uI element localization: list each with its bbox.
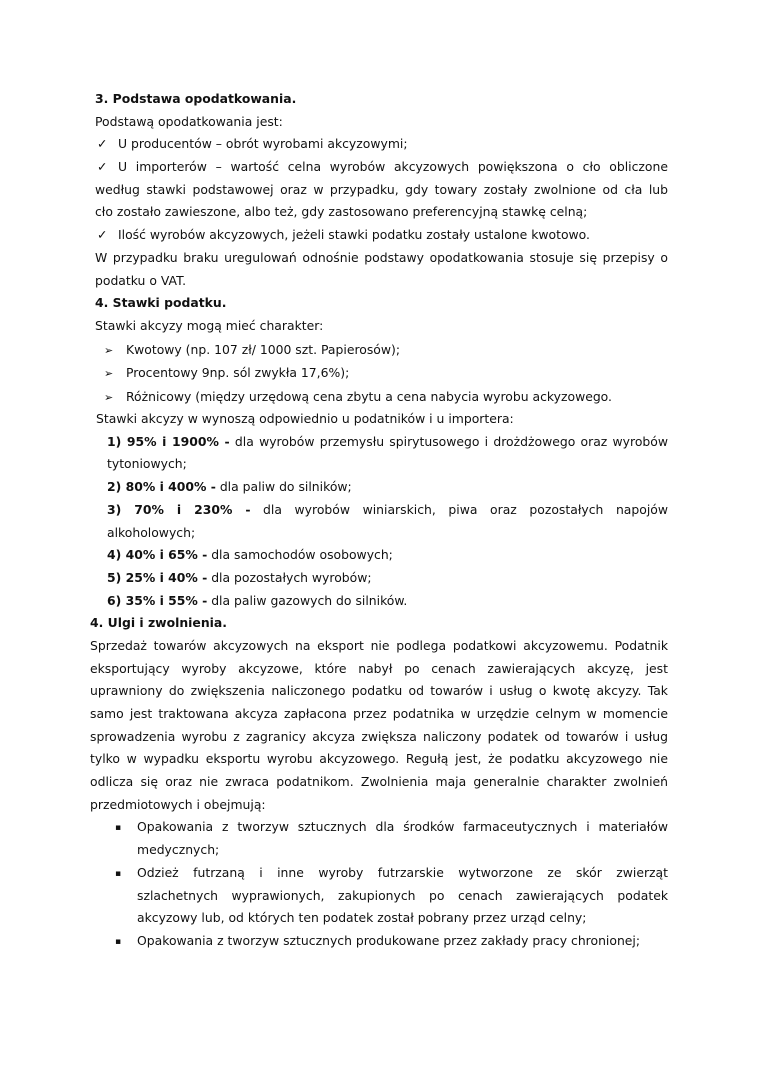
bullet-list-item: ▪ Odzież futrzaną i inne wyroby futrzarskie wytworzone ze skór zwierząt	[115, 862, 668, 885]
list-item-continuation: według stawki podstawowej oraz w przypadku, gdy towary zostały zwolnione od cła lub	[95, 181, 668, 197]
rate-item: 5) 25% i 40% - dla pozostałych wyrobów;	[107, 569, 372, 585]
paragraph-line: eksportujący wyroby akcyzowe, które nabył po cenach zawierających akcyzę, jest	[90, 660, 668, 676]
paragraph-line: samo jest traktowana akcyza zapłacona przez podatnika w urzędzie celnym w momencie	[90, 706, 668, 721]
paragraph-line: sprowadzenia wyrobu z zagranicy akcyza zwiększa naliczony podatek od towarów i usług	[90, 728, 668, 744]
square-bullet-icon: ▪	[115, 868, 122, 879]
paragraph-line: uprawniony do zwiększenia naliczonego podatku od towarów i usług o kwotę akcyzy. Tak	[90, 683, 668, 699]
paragraph: Podstawą opodatkowania jest:	[95, 113, 283, 129]
paragraph-line: przedmiotowych i obejmują:	[90, 796, 266, 812]
rate-item-continuation: tytoniowych;	[107, 456, 187, 472]
bullet-continuation: szlachetnych wyprawionych, zakupionych po cenach zawierających podatek	[137, 887, 668, 903]
paragraph: podatku o VAT.	[95, 272, 187, 288]
rate-item: 3) 70% i 230% - dla wyrobów winiarskich, piwa oraz pozostałych napojów	[107, 501, 668, 517]
section-heading: 4. Stawki podatku.	[95, 295, 227, 311]
rate-item: 6) 35% i 55% - dla paliw gazowych do silników.	[107, 592, 408, 608]
arrow-list-item: ➢ Różnicowy (między urzędową cena zbytu a cena nabycia wyrobu ackyzowego.	[104, 385, 668, 409]
bullet-list-item: ▪ Opakowania z tworzyw sztucznych dla środków farmaceutycznych i materiałów	[115, 816, 668, 839]
rate-item: 1) 95% i 1900% - dla wyrobów przemysłu spirytusowego i drożdżowego oraz wyrobów	[107, 433, 668, 449]
arrow-list-item: ➢ Procentowy 9np. sól zwykła 17,6%);	[104, 361, 668, 385]
paragraph-line: tylko w wypadku eksportu wyrobu akcyzowego. Regułą jest, że podatku akcyzowego nie	[90, 751, 668, 767]
paragraph: Stawki akcyzy w wynoszą odpowiednio u podatników i u importera:	[96, 411, 514, 427]
square-bullet-icon: ▪	[115, 936, 122, 947]
paragraph-line: Sprzedaż towarów akcyzowych na eksport nie podlega podatkowi akcyzowemu. Podatnik	[90, 637, 668, 653]
check-list-item: ✓ U importerów – wartość celna wyrobów akcyzowych powiększona o cło obliczone	[97, 156, 668, 179]
bullet-continuation: medycznych;	[137, 842, 220, 858]
square-bullet-icon: ▪	[115, 823, 122, 834]
arrow-bullet-icon: ➢	[104, 390, 114, 404]
check-list-item: ✓ Ilość wyrobów akcyzowych, jeżeli stawki podatku zostały ustalone kwotowo.	[97, 224, 668, 247]
check-icon: ✓	[97, 136, 108, 152]
check-icon: ✓	[97, 227, 108, 243]
arrow-bullet-icon: ➢	[104, 343, 114, 357]
paragraph: W przypadku braku uregulowań odnośnie podstawy opodatkowania stosuje się przepisy o	[95, 249, 668, 265]
check-icon: ✓	[97, 159, 108, 175]
paragraph-line: odlicza się oraz nie zwraca podatnikom. Zwolnienia maja generalnie charakter zwolnień	[90, 774, 668, 790]
bullet-list-item: ▪ Opakowania z tworzyw sztucznych produkowane przez zakłady pracy chronionej;	[115, 930, 668, 953]
rate-item: 2) 80% i 400% - dla paliw do silników;	[107, 479, 352, 495]
rate-item: 4) 40% i 65% - dla samochodów osobowych;	[107, 547, 393, 563]
arrow-list-item: ➢ Kwotowy (np. 107 zł/ 1000 szt. Papierosów);	[104, 338, 668, 362]
section-heading: 4. Ulgi i zwolnienia.	[90, 615, 227, 631]
section-heading: 3. Podstawa opodatkowania.	[95, 91, 297, 106]
paragraph: Stawki akcyzy mogą mieć charakter:	[95, 317, 324, 333]
list-item-continuation: cło zostało zawieszone, albo też, gdy zastosowano preferencyjną stawkę celną;	[95, 204, 588, 220]
check-list-item: ✓ U producentów – obrót wyrobami akcyzowymi;	[97, 133, 668, 156]
arrow-bullet-icon: ➢	[104, 367, 114, 381]
bullet-continuation: akcyzowy lub, od których ten podatek został pobrany przez urząd celny;	[137, 910, 587, 926]
document-page	[0, 88, 760, 953]
rate-item-continuation: alkoholowych;	[107, 524, 196, 540]
